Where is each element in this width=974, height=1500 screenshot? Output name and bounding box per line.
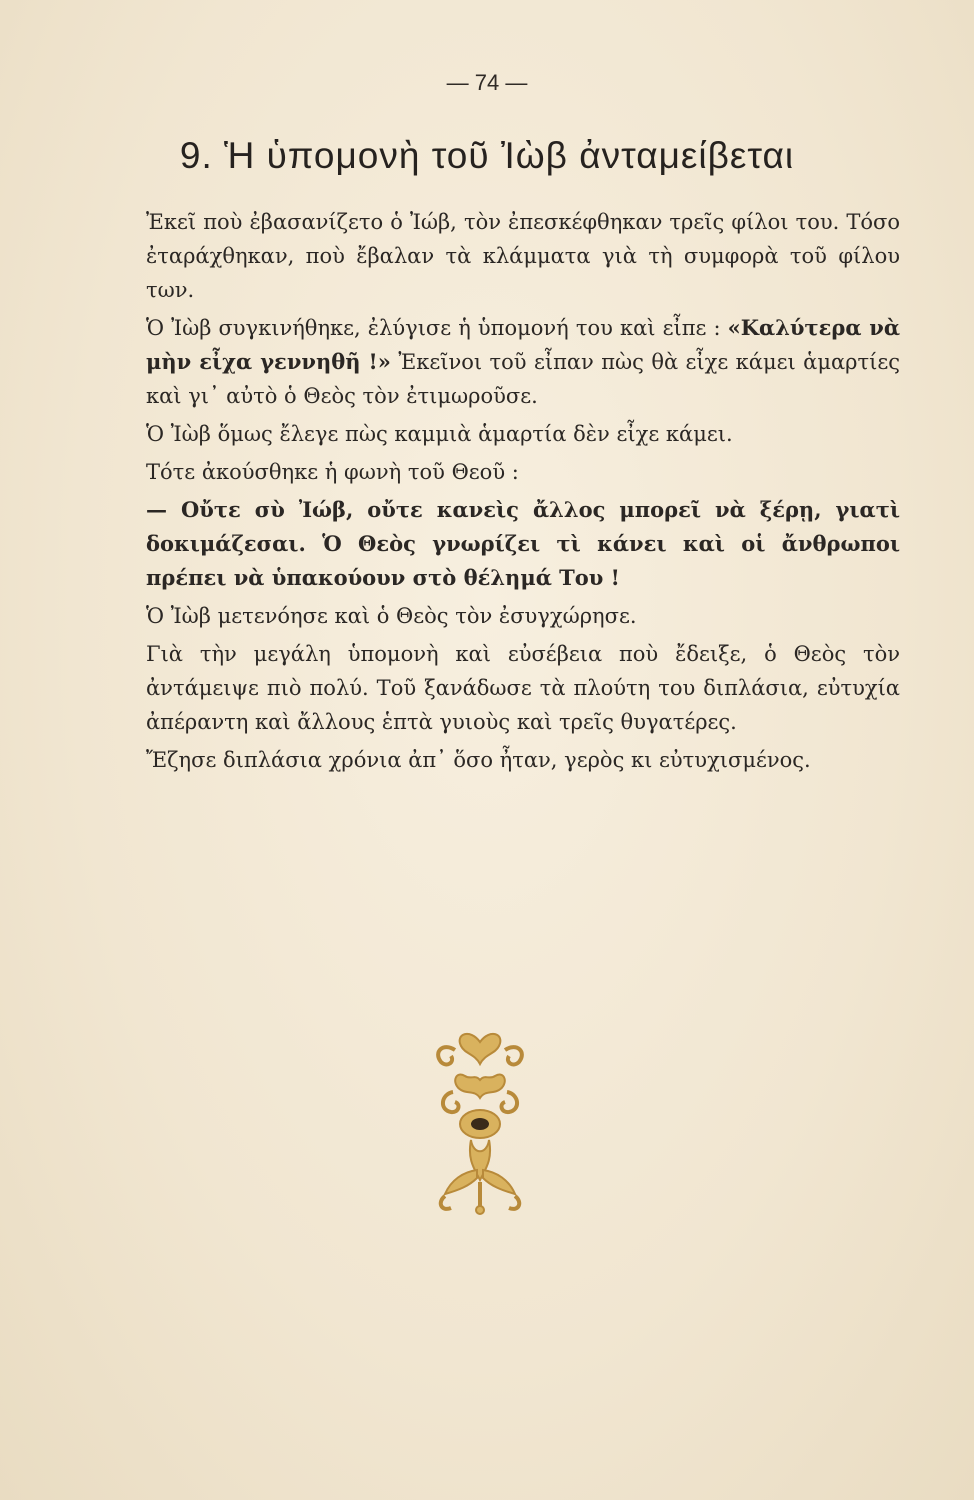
- chapter-title: 9. Ἡ ὑπομονὴ τοῦ Ἰὼβ ἀνταμείβεται: [179, 135, 795, 176]
- paragraph-3: Ὁ Ἰὼβ ὅμως ἔλεγε πὼς καμμιὰ ἁμαρτία δὲν εἶχε κάμει.: [146, 422, 733, 446]
- paragraph-2-text: Ὁ Ἰὼβ συγκινήθηκε, ἐλύγισε ἡ ὑπομονή του καὶ εἶπε :: [146, 316, 728, 340]
- paragraph-7: Γιὰ τὴν μεγάλη ὑπομονὴ καὶ εὐσέβεια ποὺ ἔδειξε, ὁ Θεὸς τὸν ἀντάμειψε πιὸ πολύ. Τοῦ ξανάδωσε τὰ πλούτη του διπλάσια, εὐτυχία ἀπέραντη καὶ ἄλλους ἑπτὰ γυιοὺς καὶ τρεῖς θυγατέρες.: [146, 642, 900, 734]
- paragraph-2: [146, 311, 900, 413]
- floral-ornament-icon: [415, 1020, 545, 1220]
- paragraph-4: Τότε ἀκούσθηκε ἡ φωνὴ τοῦ Θεοῦ :: [146, 460, 519, 484]
- chapter-body: [146, 205, 900, 781]
- paragraph-2-rest: Ἐκεῖνοι τοῦ εἶπαν πὼς θὰ εἶχε κάμει ἁμαρτίες καὶ γι᾽ αὐτὸ ὁ Θεὸς τὸν ἐτιμωροῦσε.: [146, 350, 901, 408]
- paragraph-6: Ὁ Ἰὼβ μετενόησε καὶ ὁ Θεὸς τὸν ἐσυγχώρησε.: [146, 604, 637, 628]
- paragraph-2-quote: «Καλύτερα νὰ μὴν εἶχα γεννηθῆ !»: [146, 315, 900, 374]
- paragraph-8: Ἔζησε διπλάσια χρόνια ἀπ᾽ ὅσο ἦταν, γερὸς κι εὐτυχισμένος.: [146, 748, 811, 772]
- paragraph-5-divine-speech: — Οὔτε σὺ Ἰώβ, οὔτε κανεὶς ἄλλος μπορεῖ νὰ ξέρῃ, γιατὶ δοκιμάζεσαι. Ὁ Θεὸς γνωρίζει τὶ κάνει καὶ οἱ ἄνθρωποι πρέπει νὰ ὑπακούουν στὸ θέλημά Του !: [146, 497, 900, 590]
- paragraph-1: Ἐκεῖ ποὺ ἐβασανίζετο ὁ Ἰώβ, τὸν ἐπεσκέφθηκαν τρεῖς φίλοι του. Τόσο ἐταράχθηκαν, ποὺ ἔβαλαν τὰ κλάμματα γιὰ τὴ συμφορὰ τοῦ φίλου των.: [146, 210, 900, 302]
- page-number: — 74 —: [446, 70, 528, 95]
